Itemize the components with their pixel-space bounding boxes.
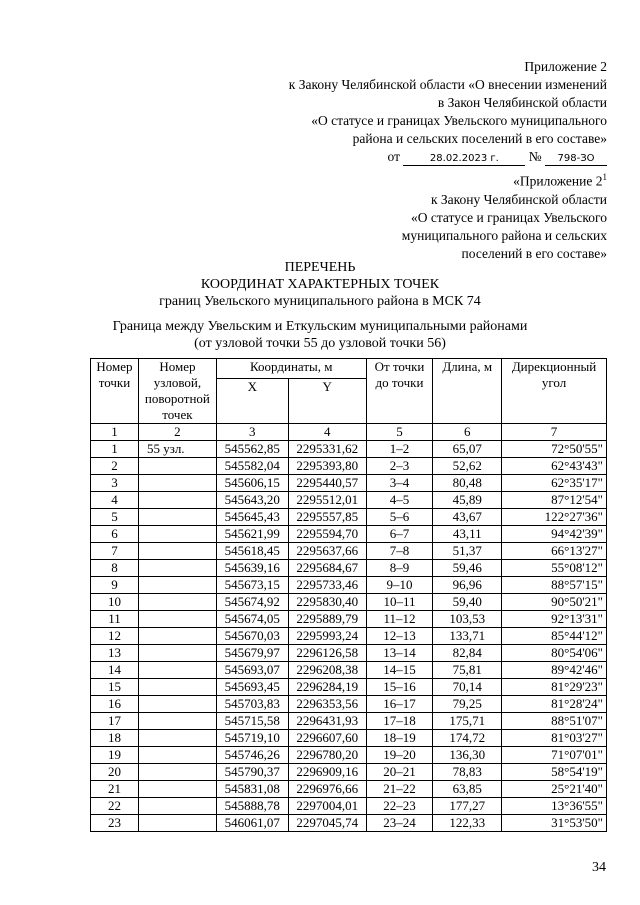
node-number-cell bbox=[138, 543, 216, 560]
y-coordinate-cell: 2296126,58 bbox=[288, 645, 366, 662]
col-header-node-number: Номер узловой, поворотной точек bbox=[138, 359, 216, 424]
node-number-cell bbox=[138, 730, 216, 747]
table-row bbox=[91, 441, 607, 458]
header-line bbox=[402, 168, 607, 191]
from-to-cell: 9–10 bbox=[366, 577, 433, 594]
from-to-cell: 12–13 bbox=[366, 628, 433, 645]
node-number-cell bbox=[138, 662, 216, 679]
y-coordinate-cell: 2295331,62 bbox=[288, 441, 366, 458]
node-number-cell bbox=[138, 577, 216, 594]
direction-angle-cell: 81°29'23" bbox=[502, 679, 607, 696]
table-row bbox=[91, 662, 607, 679]
from-to-cell: 8–9 bbox=[366, 560, 433, 577]
length-cell: 70,14 bbox=[433, 679, 502, 696]
direction-angle-cell: 89°42'46" bbox=[502, 662, 607, 679]
direction-angle-cell: 94°42'39" bbox=[502, 526, 607, 543]
length-cell: 59,46 bbox=[433, 560, 502, 577]
length-cell: 103,53 bbox=[433, 611, 502, 628]
direction-angle-cell: 62°43'43" bbox=[502, 458, 607, 475]
table-row bbox=[91, 696, 607, 713]
x-coordinate-cell: 546061,07 bbox=[216, 815, 288, 832]
law-number: 798-ЗО bbox=[545, 153, 607, 166]
node-number-cell bbox=[138, 747, 216, 764]
table-row bbox=[91, 764, 607, 781]
length-cell: 78,83 bbox=[433, 764, 502, 781]
y-coordinate-cell: 2295637,66 bbox=[288, 543, 366, 560]
direction-angle-cell: 25°21'40" bbox=[502, 781, 607, 798]
x-coordinate-cell: 545582,04 bbox=[216, 458, 288, 475]
point-number-cell: 5 bbox=[91, 509, 139, 526]
column-number: 2 bbox=[138, 424, 216, 441]
direction-angle-cell: 90°50'21" bbox=[502, 594, 607, 611]
direction-angle-cell: 88°51'07" bbox=[502, 713, 607, 730]
from-to-cell: 13–14 bbox=[366, 645, 433, 662]
length-cell: 75,81 bbox=[433, 662, 502, 679]
direction-angle-cell: 92°13'31" bbox=[502, 611, 607, 628]
from-to-cell: 4–5 bbox=[366, 492, 433, 509]
point-number-cell: 9 bbox=[91, 577, 139, 594]
y-coordinate-cell: 2295733,46 bbox=[288, 577, 366, 594]
law-date-number-line bbox=[289, 148, 607, 166]
table-row bbox=[91, 730, 607, 747]
col-header-point-number: Номер точки bbox=[91, 359, 139, 424]
direction-angle-cell: 58°54'19" bbox=[502, 764, 607, 781]
y-coordinate-cell: 2295830,40 bbox=[288, 594, 366, 611]
length-cell: 52,62 bbox=[433, 458, 502, 475]
length-cell: 43,67 bbox=[433, 509, 502, 526]
column-number: 5 bbox=[366, 424, 433, 441]
from-to-cell: 21–22 bbox=[366, 781, 433, 798]
direction-angle-cell: 87°12'54" bbox=[502, 492, 607, 509]
point-number-cell: 22 bbox=[91, 798, 139, 815]
y-coordinate-cell: 2295684,67 bbox=[288, 560, 366, 577]
y-coordinate-cell: 2296284,19 bbox=[288, 679, 366, 696]
length-cell: 136,30 bbox=[433, 747, 502, 764]
length-cell: 63,85 bbox=[433, 781, 502, 798]
node-number-cell bbox=[138, 798, 216, 815]
length-cell: 174,72 bbox=[433, 730, 502, 747]
point-number-cell: 4 bbox=[91, 492, 139, 509]
x-coordinate-cell: 545621,99 bbox=[216, 526, 288, 543]
x-coordinate-cell: 545674,05 bbox=[216, 611, 288, 628]
point-number-cell: 14 bbox=[91, 662, 139, 679]
node-number-cell bbox=[138, 611, 216, 628]
length-cell: 122,33 bbox=[433, 815, 502, 832]
from-to-cell: 18–19 bbox=[366, 730, 433, 747]
from-to-cell: 17–18 bbox=[366, 713, 433, 730]
header-line: к Закону Челябинской области «О внесении изменений bbox=[288, 77, 607, 92]
node-number-cell bbox=[138, 526, 216, 543]
direction-angle-cell: 80°54'06" bbox=[502, 645, 607, 662]
direction-angle-cell: 62°35'17" bbox=[502, 475, 607, 492]
coordinates-table bbox=[90, 358, 607, 832]
point-number-cell: 8 bbox=[91, 560, 139, 577]
x-coordinate-cell: 545693,45 bbox=[216, 679, 288, 696]
length-cell: 59,40 bbox=[433, 594, 502, 611]
y-coordinate-cell: 2295512,01 bbox=[288, 492, 366, 509]
from-to-cell: 2–3 bbox=[366, 458, 433, 475]
length-cell: 80,48 bbox=[433, 475, 502, 492]
table-row bbox=[91, 543, 607, 560]
point-number-cell: 17 bbox=[91, 713, 139, 730]
node-number-cell bbox=[138, 492, 216, 509]
table-row bbox=[91, 611, 607, 628]
y-coordinate-cell: 2295993,24 bbox=[288, 628, 366, 645]
x-coordinate-cell: 545639,16 bbox=[216, 560, 288, 577]
page-number: 34 bbox=[592, 860, 606, 875]
header-line: в Закон Челябинской области bbox=[437, 95, 607, 110]
column-number: 7 bbox=[502, 424, 607, 441]
table-body bbox=[91, 441, 607, 832]
y-coordinate-cell: 2296431,93 bbox=[288, 713, 366, 730]
x-coordinate-cell: 545790,37 bbox=[216, 764, 288, 781]
y-coordinate-cell: 2295557,85 bbox=[288, 509, 366, 526]
point-number-cell: 10 bbox=[91, 594, 139, 611]
from-to-cell: 19–20 bbox=[366, 747, 433, 764]
node-number-cell bbox=[138, 594, 216, 611]
y-coordinate-cell: 2295393,80 bbox=[288, 458, 366, 475]
column-number: 6 bbox=[433, 424, 502, 441]
header-line: «О статусе и границах Увельского bbox=[410, 209, 607, 225]
from-to-cell: 6–7 bbox=[366, 526, 433, 543]
title-line: границ Увельского муниципального района в МСК 74 bbox=[159, 294, 481, 309]
length-cell: 79,25 bbox=[433, 696, 502, 713]
table-row bbox=[91, 458, 607, 475]
appendix-label: «Приложение 2 bbox=[513, 173, 603, 189]
from-to-cell: 1–2 bbox=[366, 441, 433, 458]
x-coordinate-cell: 545618,45 bbox=[216, 543, 288, 560]
from-to-cell: 3–4 bbox=[366, 475, 433, 492]
subtitle-line: (от узловой точки 55 до узловой точки 56) bbox=[194, 336, 446, 351]
from-to-cell: 10–11 bbox=[366, 594, 433, 611]
law-date: 28.02.2023 г. bbox=[403, 153, 525, 166]
node-number-cell bbox=[138, 764, 216, 781]
from-to-cell: 16–17 bbox=[366, 696, 433, 713]
title-line: ПЕРЕЧЕНЬ bbox=[284, 260, 356, 275]
direction-angle-cell: 88°57'15" bbox=[502, 577, 607, 594]
direction-angle-cell: 13°36'55" bbox=[502, 798, 607, 815]
direction-angle-cell: 71°07'01" bbox=[502, 747, 607, 764]
from-to-cell: 22–23 bbox=[366, 798, 433, 815]
x-coordinate-cell: 545703,83 bbox=[216, 696, 288, 713]
node-number-cell bbox=[138, 645, 216, 662]
from-label: от bbox=[387, 149, 400, 164]
node-number-cell bbox=[138, 475, 216, 492]
point-number-cell: 11 bbox=[91, 611, 139, 628]
document-title bbox=[0, 259, 640, 310]
point-number-cell: 3 bbox=[91, 475, 139, 492]
table-row bbox=[91, 747, 607, 764]
x-coordinate-cell: 545606,15 bbox=[216, 475, 288, 492]
header-line: Приложение 2 bbox=[524, 59, 607, 74]
length-cell: 43,11 bbox=[433, 526, 502, 543]
x-coordinate-cell: 545562,85 bbox=[216, 441, 288, 458]
title-line: КООРДИНАТ ХАРАКТЕРНЫХ ТОЧЕК bbox=[200, 277, 440, 292]
length-cell: 51,37 bbox=[433, 543, 502, 560]
point-number-cell: 6 bbox=[91, 526, 139, 543]
table-row bbox=[91, 815, 607, 832]
point-number-cell: 13 bbox=[91, 645, 139, 662]
y-coordinate-cell: 2296607,60 bbox=[288, 730, 366, 747]
table-row bbox=[91, 560, 607, 577]
col-header-y: Y bbox=[288, 379, 366, 424]
section-subtitle bbox=[0, 318, 640, 352]
point-number-cell: 7 bbox=[91, 543, 139, 560]
point-number-cell: 18 bbox=[91, 730, 139, 747]
point-number-cell: 2 bbox=[91, 458, 139, 475]
node-number-cell bbox=[138, 458, 216, 475]
x-coordinate-cell: 545715,58 bbox=[216, 713, 288, 730]
table-row bbox=[91, 645, 607, 662]
subtitle-line: Граница между Увельским и Еткульским муниципальными районами bbox=[112, 319, 528, 334]
node-number-cell bbox=[138, 679, 216, 696]
node-number-cell bbox=[138, 696, 216, 713]
column-number: 3 bbox=[216, 424, 288, 441]
direction-angle-cell: 55°08'12" bbox=[502, 560, 607, 577]
column-number: 4 bbox=[288, 424, 366, 441]
x-coordinate-cell: 545888,78 bbox=[216, 798, 288, 815]
point-number-cell: 1 bbox=[91, 441, 139, 458]
node-number-cell bbox=[138, 713, 216, 730]
table-row bbox=[91, 781, 607, 798]
column-number: 1 bbox=[91, 424, 139, 441]
from-to-cell: 23–24 bbox=[366, 815, 433, 832]
header-line: района и сельских поселений в его составе» bbox=[352, 131, 607, 146]
header-line: к Закону Челябинской области bbox=[430, 191, 607, 207]
y-coordinate-cell: 2297004,01 bbox=[288, 798, 366, 815]
original-appendix-header bbox=[402, 168, 607, 263]
point-number-cell: 19 bbox=[91, 747, 139, 764]
y-coordinate-cell: 2295889,79 bbox=[288, 611, 366, 628]
x-coordinate-cell: 545679,97 bbox=[216, 645, 288, 662]
direction-angle-cell: 81°28'24" bbox=[502, 696, 607, 713]
point-number-cell: 12 bbox=[91, 628, 139, 645]
table-row bbox=[91, 526, 607, 543]
direction-angle-cell: 66°13'27" bbox=[502, 543, 607, 560]
x-coordinate-cell: 545643,20 bbox=[216, 492, 288, 509]
table-row bbox=[91, 594, 607, 611]
direction-angle-cell: 72°50'55" bbox=[502, 441, 607, 458]
y-coordinate-cell: 2296909,16 bbox=[288, 764, 366, 781]
y-coordinate-cell: 2296780,20 bbox=[288, 747, 366, 764]
y-coordinate-cell: 2295440,57 bbox=[288, 475, 366, 492]
y-coordinate-cell: 2296976,66 bbox=[288, 781, 366, 798]
x-coordinate-cell: 545746,26 bbox=[216, 747, 288, 764]
point-number-cell: 21 bbox=[91, 781, 139, 798]
point-number-cell: 16 bbox=[91, 696, 139, 713]
appendix-superscript: 1 bbox=[602, 172, 607, 182]
table-row bbox=[91, 713, 607, 730]
length-cell: 96,96 bbox=[433, 577, 502, 594]
y-coordinate-cell: 2296208,38 bbox=[288, 662, 366, 679]
number-label: № bbox=[528, 149, 542, 164]
y-coordinate-cell: 2297045,74 bbox=[288, 815, 366, 832]
from-to-cell: 7–8 bbox=[366, 543, 433, 560]
y-coordinate-cell: 2295594,70 bbox=[288, 526, 366, 543]
col-header-direction-angle: Дирекционный угол bbox=[502, 359, 607, 424]
header-line: поселений в его составе» bbox=[461, 245, 607, 261]
direction-angle-cell: 85°44'12" bbox=[502, 628, 607, 645]
table-row bbox=[91, 577, 607, 594]
table-row bbox=[91, 509, 607, 526]
node-number-cell bbox=[138, 628, 216, 645]
length-cell: 133,71 bbox=[433, 628, 502, 645]
table-row bbox=[91, 679, 607, 696]
header-line: муниципального района и сельских bbox=[401, 227, 607, 243]
length-cell: 65,07 bbox=[433, 441, 502, 458]
x-coordinate-cell: 545693,07 bbox=[216, 662, 288, 679]
from-to-cell: 5–6 bbox=[366, 509, 433, 526]
col-header-x: X bbox=[216, 379, 288, 424]
node-number-cell bbox=[138, 815, 216, 832]
from-to-cell: 11–12 bbox=[366, 611, 433, 628]
table-row bbox=[91, 798, 607, 815]
from-to-cell: 15–16 bbox=[366, 679, 433, 696]
table-row bbox=[91, 628, 607, 645]
node-number-cell: 55 узл. bbox=[138, 441, 216, 458]
node-number-cell bbox=[138, 509, 216, 526]
column-number-row bbox=[91, 424, 607, 441]
col-header-coordinates: Координаты, м bbox=[216, 359, 366, 379]
length-cell: 82,84 bbox=[433, 645, 502, 662]
header-line: «О статусе и границах Увельского муниципального bbox=[311, 113, 607, 128]
point-number-cell: 20 bbox=[91, 764, 139, 781]
x-coordinate-cell: 545719,10 bbox=[216, 730, 288, 747]
x-coordinate-cell: 545674,92 bbox=[216, 594, 288, 611]
table-row bbox=[91, 492, 607, 509]
direction-angle-cell: 122°27'36" bbox=[502, 509, 607, 526]
from-to-cell: 14–15 bbox=[366, 662, 433, 679]
table-row bbox=[91, 475, 607, 492]
node-number-cell bbox=[138, 781, 216, 798]
length-cell: 175,71 bbox=[433, 713, 502, 730]
direction-angle-cell: 81°03'27" bbox=[502, 730, 607, 747]
y-coordinate-cell: 2296353,56 bbox=[288, 696, 366, 713]
point-number-cell: 15 bbox=[91, 679, 139, 696]
length-cell: 45,89 bbox=[433, 492, 502, 509]
point-number-cell: 23 bbox=[91, 815, 139, 832]
x-coordinate-cell: 545670,03 bbox=[216, 628, 288, 645]
col-header-from-to: От точки до точки bbox=[366, 359, 433, 424]
appendix-header bbox=[289, 58, 607, 166]
x-coordinate-cell: 545831,08 bbox=[216, 781, 288, 798]
table-header-row bbox=[91, 359, 607, 379]
from-to-cell: 20–21 bbox=[366, 764, 433, 781]
x-coordinate-cell: 545673,15 bbox=[216, 577, 288, 594]
col-header-length: Длина, м bbox=[433, 359, 502, 424]
x-coordinate-cell: 545645,43 bbox=[216, 509, 288, 526]
length-cell: 177,27 bbox=[433, 798, 502, 815]
direction-angle-cell: 31°53'50" bbox=[502, 815, 607, 832]
node-number-cell bbox=[138, 560, 216, 577]
